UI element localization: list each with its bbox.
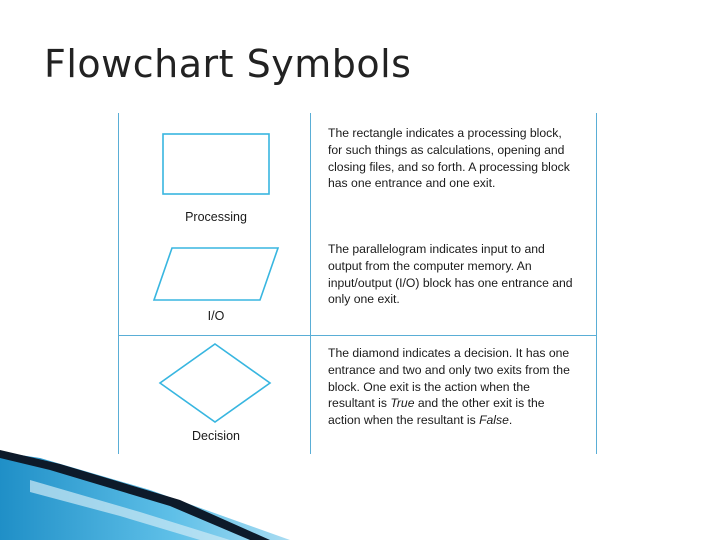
io-description: The parallelogram indicates input to and output from the computer memory. An input/output (I/O) block has one entrance and only one exit.: [328, 242, 573, 307]
io-parallelogram-icon: [152, 246, 280, 302]
table-row-divider: [118, 335, 597, 336]
decision-description: [328, 345, 573, 429]
decision-description-text-2: and the other exit is the action when the resultant is: [328, 396, 545, 428]
decision-description-true: True: [390, 396, 415, 411]
decision-description-text-1: The diamond indicates a decision. It has one entrance and two and only two exits from the block. One exit is the action when the resultant is: [328, 346, 570, 411]
decision-description-text-3: .: [508, 413, 513, 428]
decision-diamond-icon: [158, 342, 272, 424]
processing-description: The rectangle indicates a processing block, for such things as calculations, opening and closing files, and so forth. A processing block has one entrance and one exit.: [328, 126, 570, 191]
table-left-border: [118, 113, 119, 454]
processing-label: Processing: [185, 210, 247, 224]
slide-decoration-swoosh: [0, 450, 300, 540]
processing-rectangle-icon: [162, 133, 272, 197]
decision-description-false: False: [479, 413, 509, 428]
flowchart-symbols-table: [118, 113, 597, 454]
table-right-border: [596, 113, 597, 454]
slide-title: Flowchart Symbols: [44, 42, 412, 86]
io-label: I/O: [207, 309, 225, 323]
decision-label: Decision: [192, 429, 240, 443]
table-column-divider: [310, 113, 311, 454]
